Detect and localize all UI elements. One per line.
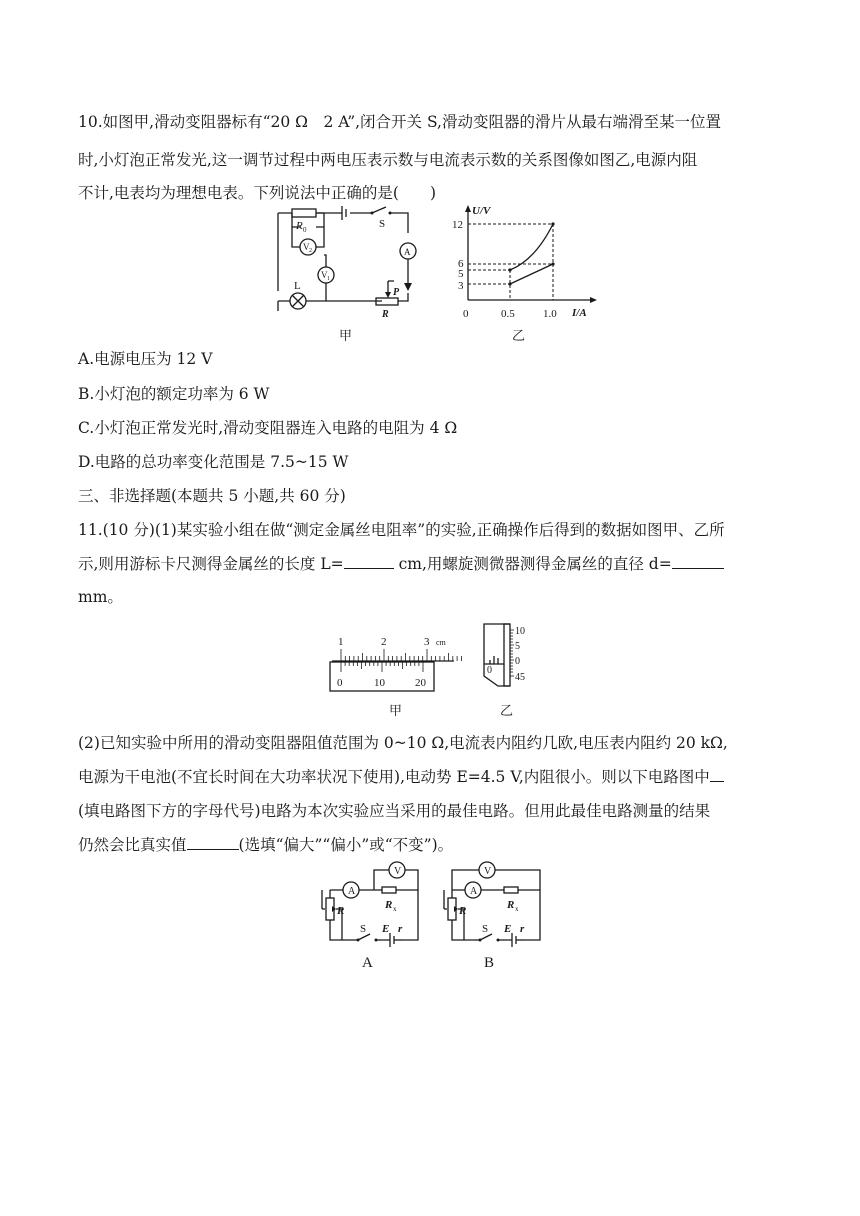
micrometer-mark-5: 5 [515,641,520,652]
q10-figure-jia-caption: 甲 [339,329,353,344]
circuit-b-rx-sub: x [515,905,519,913]
error-direction-blank[interactable] [187,835,239,850]
y-tick-3: 3 [458,280,464,292]
v1-label: V [321,270,328,280]
circuit-b-voltmeter-label: V [484,866,492,877]
ammeter-label: A [404,247,411,257]
circuit-b-e-label: E [504,923,512,935]
q11-part1-line-2a: 示,则用游标卡尺测得金属丝的长度 L= [78,555,344,573]
y-axis-label: U/V [472,205,491,217]
y-tick-6: 6 [458,258,464,270]
micrometer-mark-45: 45 [515,672,525,683]
circuit-b-rx-label: R [507,899,515,911]
q11-part2-line-4a: 仍然会比真实值 [78,836,187,854]
circuit-b-caption: B [484,955,495,971]
q10-ui-graph [450,202,600,327]
x-tick-0-5: 0.5 [501,308,515,320]
circuit-b-ammeter-label: A [470,886,478,897]
main-scale-1: 1 [338,636,344,648]
circuit-a-ammeter-label: A [348,886,356,897]
r0-sub-label: 0 [303,226,307,234]
q10-figure-yi-caption: 乙 [512,329,526,344]
micrometer-figure [478,620,538,692]
main-scale-2: 2 [381,636,387,648]
q11-part1-line-2b: cm,用螺旋测微器测得金属丝的直径 d= [393,555,672,573]
x-tick-1-0: 1.0 [543,308,557,320]
diameter-answer-blank[interactable] [672,554,724,569]
vernier-caliper-figure [328,634,468,694]
q11-part2-line-4b: (选填“偏大”“偏小”或“不变”)。 [238,836,454,854]
q11-part1-line-1: 11.(10 分)(1)某实验小组在做“测定金属丝电阻率”的实验,正确操作后得到的数据如图甲、乙所 [78,521,725,539]
q11-part2-line-2 [78,767,724,787]
circuit-a-rx-sub: x [393,905,397,913]
y-tick-12: 12 [452,219,463,231]
q11-part1-line-2 [78,554,724,574]
caliper-caption: 甲 [389,704,403,719]
q11-part2-line-3: (填电路图下方的字母代号)电路为本次实验应当采用的最佳电路。但用此最佳电路测量的结果 [78,802,711,820]
x-axis-label: I/A [572,307,587,319]
main-scale-unit: cm [436,638,446,647]
y-tick-5: 5 [458,268,464,280]
micrometer-mark-10: 10 [515,626,525,637]
circuit-a-switch-label: S [360,923,367,935]
circuit-b-figure [440,858,546,950]
circuit-a-caption: A [362,955,373,971]
q11-part2-line-2-text: 电源为干电池(不宜长时间在大功率状况下使用),电动势 E=4.5 V,内阻很小。则以下电路图中 [78,768,710,786]
rheostat-r-label: R [382,309,389,320]
q10-stem-line-2: 时,小灯泡正常发光,这一调节过程中两电压表示数与电流表示数的关系图像如图乙,电源内阻 [78,151,698,169]
slider-p-label: P [393,287,400,298]
origin-label: 0 [463,308,469,320]
vernier-scale-0: 0 [337,677,343,689]
q11-part1-line-3: mm。 [78,588,123,606]
q10-stem-line-3: 不计,电表均为理想电表。下列说法中正确的是( ) [78,184,437,202]
circuit-b-r-internal-label: r [520,923,525,935]
q11-part2-line-4 [78,835,453,855]
q10-stem-line-1: 10.如图甲,滑动变阻器标有“20 Ω 2 A”,闭合开关 S,滑动变阻器的滑片从最右端滑至某一位置 [78,113,721,131]
v2-sub-label: 2 [309,248,312,254]
main-scale-3: 3 [424,636,430,648]
q10-option-d: D.电路的总功率变化范围是 7.5~15 W [78,453,349,471]
circuit-a-r-label: R [337,905,345,917]
circuit-b-switch-label: S [482,923,489,935]
vernier-scale-20: 20 [415,677,426,689]
r0-label: R [296,220,303,232]
lamp-l-label: L [294,280,301,292]
switch-s-label: S [379,218,386,230]
micrometer-caption: 乙 [500,704,514,719]
length-answer-blank[interactable] [344,554,394,569]
q10-circuit-figure [272,205,422,335]
v1-sub-label: 1 [327,276,330,282]
circuit-a-voltmeter-label: V [394,866,402,877]
circuit-a-r-internal-label: r [398,923,403,935]
circuit-a-e-label: E [382,923,390,935]
circuit-a-rx-label: R [385,899,393,911]
circuit-a-figure [318,858,424,950]
section-3-heading: 三、非选择题(本题共 5 小题,共 60 分) [78,487,346,505]
vernier-scale-10: 10 [374,677,385,689]
circuit-choice-blank[interactable] [710,767,724,782]
q11-part2-line-1: (2)已知实验中所用的滑动变阻器阻值范围为 0~10 Ω,电流表内阻约几欧,电压表内阻约 20 kΩ, [78,734,728,752]
q10-option-c: C.小灯泡正常发光时,滑动变阻器连入电路的电阻为 4 Ω [78,419,458,437]
micrometer-mark-0: 0 [515,656,520,667]
v2-label: V [303,242,310,252]
micrometer-zero: 0 [487,665,492,676]
q10-option-b: B.小灯泡的额定功率为 6 W [78,385,270,403]
circuit-b-r-label: R [459,905,467,917]
q10-option-a: A.电源电压为 12 V [78,350,213,368]
